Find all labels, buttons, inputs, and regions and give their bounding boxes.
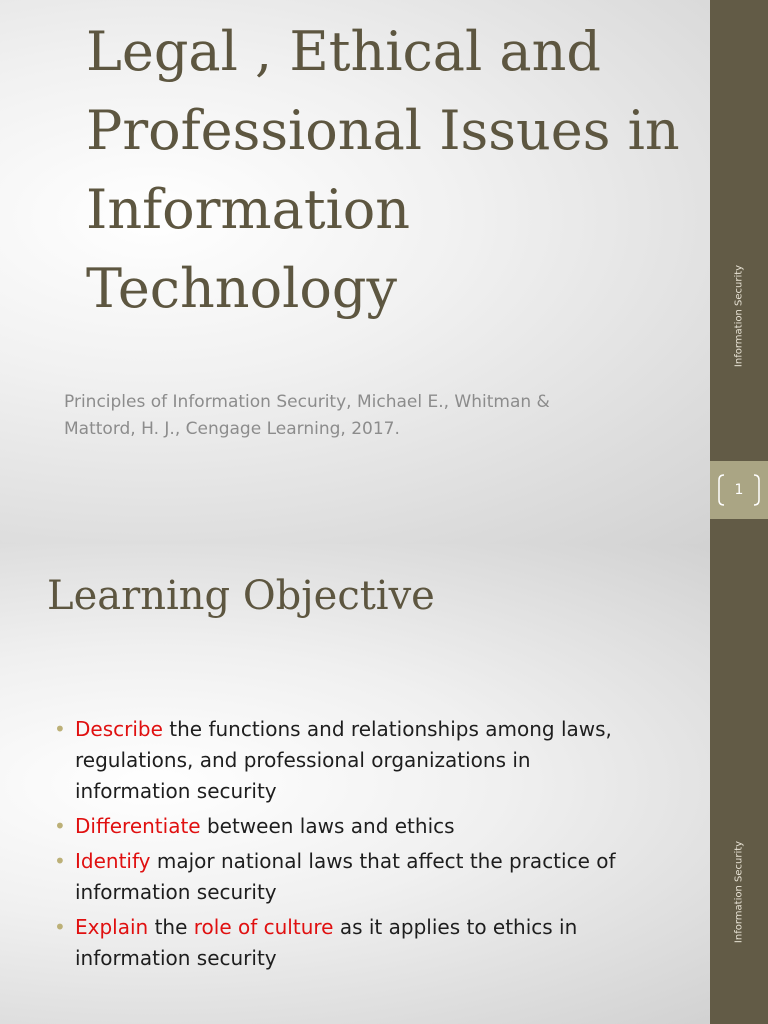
bullet-text: the functions and relationships among laws, regulations, and professional organizations in information security xyxy=(75,717,612,803)
bullet-text: the xyxy=(148,915,194,939)
highlight-verb: Identify xyxy=(75,849,151,873)
bullet-dot-icon: • xyxy=(54,814,66,838)
bullet-text: as it applies to ethics in information security xyxy=(75,915,578,970)
list-item xyxy=(52,846,652,908)
bullet-dot-icon: • xyxy=(54,915,66,939)
slide-sidebar xyxy=(710,0,768,544)
highlight-verb: Explain xyxy=(75,915,149,939)
page-number-badge xyxy=(710,461,768,519)
objectives-slide xyxy=(0,544,768,1024)
slide-subtitle: Principles of Information Security, Michael E., Whitman & Mattord, H. J., Cengage Learning, 2017. xyxy=(64,392,550,439)
page-number: 1 xyxy=(734,482,744,498)
highlight-verb: Differentiate xyxy=(75,814,201,838)
bullet-dot-icon: • xyxy=(54,717,66,741)
slide-heading: Learning Objective xyxy=(47,573,435,619)
highlight-verb: Describe xyxy=(75,717,163,741)
slide-sidebar xyxy=(710,544,768,1024)
list-item xyxy=(52,912,652,974)
bullet-text: major national laws that affect the practice of information security xyxy=(75,849,616,904)
objectives-list xyxy=(52,714,652,978)
bullet-text: between laws and ethics xyxy=(200,814,455,838)
highlight-phrase: role of culture xyxy=(193,915,334,939)
sidebar-label: Information Security xyxy=(733,264,745,368)
bullet-dot-icon: • xyxy=(54,849,66,873)
list-item xyxy=(52,811,652,842)
slide-title: Legal , Ethical and Professional Issues in Information Technology xyxy=(86,20,680,320)
sidebar-label: Information Security xyxy=(733,840,745,944)
list-item xyxy=(52,714,652,807)
